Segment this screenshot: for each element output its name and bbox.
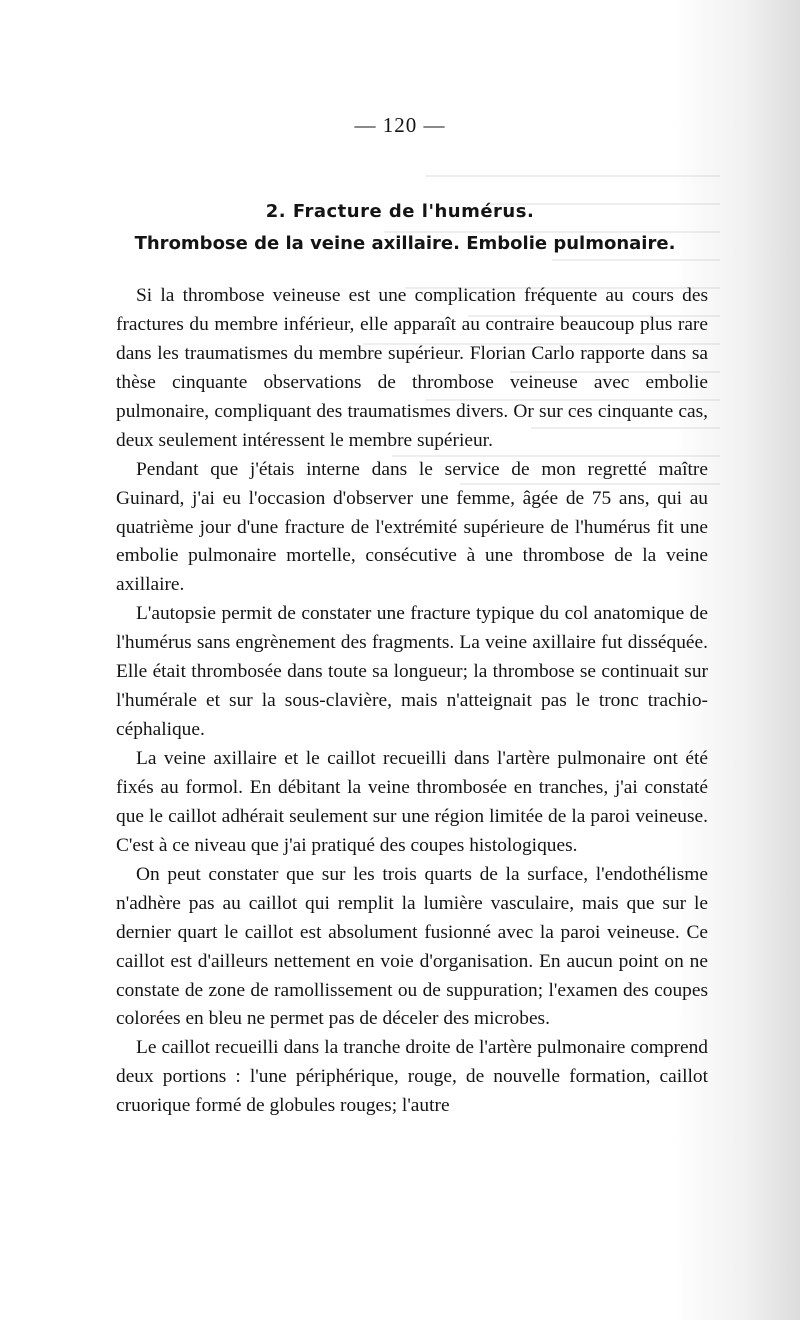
paragraph: Le caillot recueilli dans la tranche droite de l'artère pulmonaire comprend deux portions : l'une périphérique, rouge, de nouvelle formation, caillot cruorique formé de globules rouges; l'autre: [116, 1037, 708, 1117]
page-number: — 120 —: [354, 113, 446, 137]
paragraph: On peut constater que sur les trois quarts de la surface, l'endothélisme n'adhère pas au caillot qui remplit la lumière vasculaire, mais que sur le dernier quart le caillot est absolument fusionné avec la paroi veineuse. Ce caillot est d'ailleurs nettement en voie d'organisation. En aucun point on ne constate de zone de ramollissement ou de suppuration; l'examen des coupes colorées en bleu ne permet pas de déceler des microbes.: [116, 863, 708, 1030]
section-subtitle: Thrombose de la veine axillaire. Embolie pulmonaire.: [134, 233, 676, 254]
paragraph: L'autopsie permit de constater une fracture typique du col anatomique de l'humérus sans engrènement des fragments. La veine axillaire fut disséquée. Elle était thrombosée dans toute sa longueur; la thrombose se continuait sur l'humérale et sur la sous-clavière, mais n'atteignait pas le tronc trachio-céphalique.: [116, 603, 708, 741]
paragraph: Pendant que j'étais interne dans le service de mon regretté maître Guinard, j'ai eu l'occasion d'observer une femme, âgée de 75 ans, qui au quatrième jour d'une fracture de l'extrémité supérieure de l'humérus fit une embolie pulmonaire mortelle, consécutive à une thrombose de la veine axillaire.: [116, 458, 708, 596]
paragraph: Si la thrombose veineuse est une complication fréquente au cours des fractures du membre inférieur, elle apparaît au contraire beaucoup plus rare dans les traumatismes du membre supérieur. Florian Carlo rapporte dans sa thèse cinquante observations de thrombose veineuse avec embolie pulmonaire, compliquant des traumatismes divers. Or sur ces cinquante cas, deux seulement intéressent le membre supérieur.: [116, 285, 708, 451]
section-title: 2. Fracture de l'humérus.: [265, 201, 535, 222]
paragraph: La veine axillaire et le caillot recueilli dans l'artère pulmonaire ont été fixés au formol. En débitant la veine thrombosée en tranches, j'ai constaté que le caillot adhérait seulement sur une région limitée de la paroi veineuse. C'est à ce niveau que j'ai pratiqué des coupes histologiques.: [116, 748, 708, 856]
body-text: [116, 282, 708, 1121]
